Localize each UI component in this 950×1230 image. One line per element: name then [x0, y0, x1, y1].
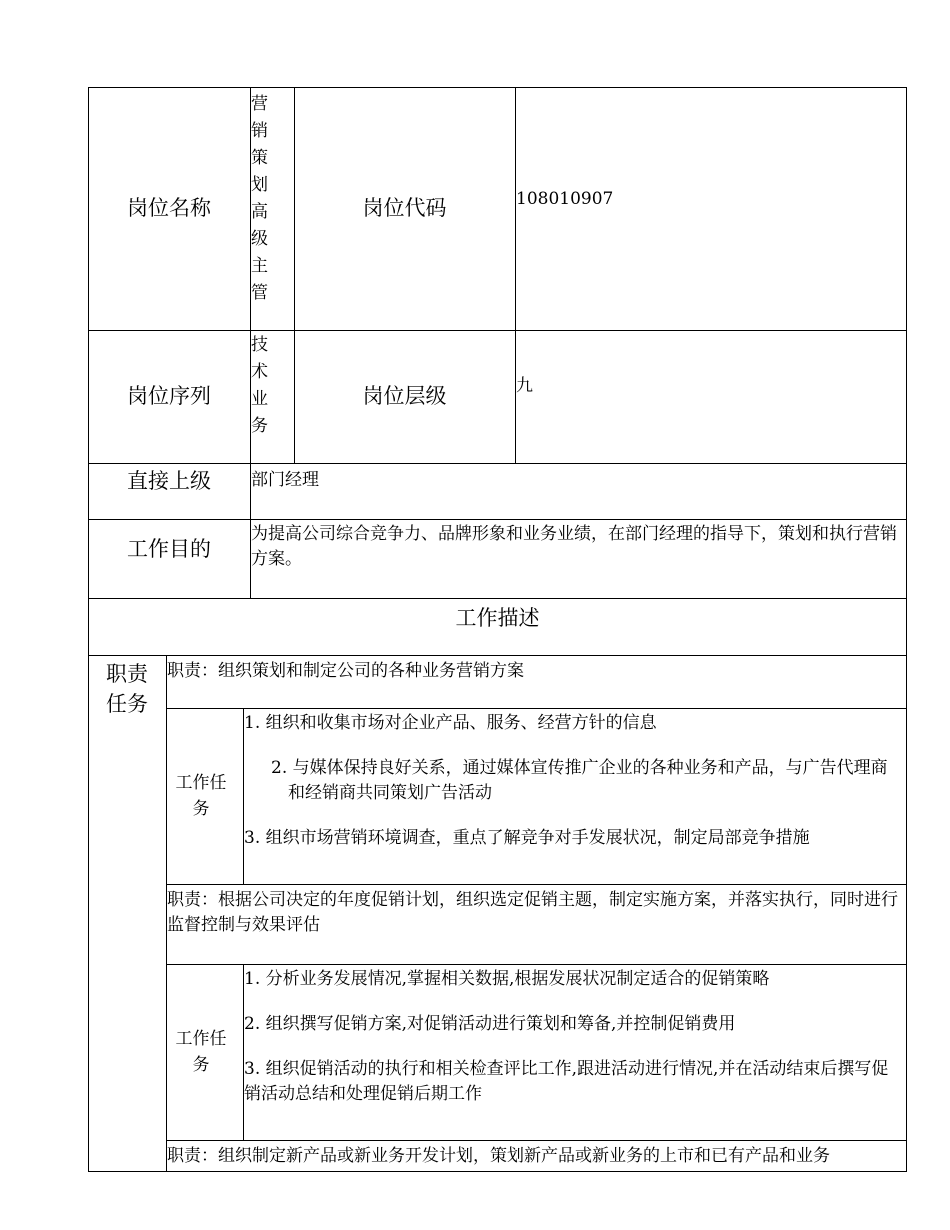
superior-label: 直接上级: [127, 468, 211, 493]
level-label: 岗位层级: [362, 384, 447, 408]
task-label-1: 工作任务: [175, 773, 227, 819]
sequence-label: 岗位序列: [127, 384, 211, 408]
duty-3: 职责：组织制定新产品或新业务开发计划，策划新产品或新业务的上市和已有产品和业务: [167, 1146, 830, 1166]
task-item: 2. 组织撰写促销方案,对促销活动进行策划和筹备,并控制促销费用: [244, 1014, 736, 1034]
position-name-label: 岗位名称: [127, 196, 211, 220]
task-item: 3. 组织市场营销环境调查，重点了解竞争对手发展状况，制定局部竞争措施: [244, 828, 810, 848]
duty-2: 职责：根据公司决定的年度促销计划，组织选定促销主题，制定实施方案，并落实执行，同时进行监督控制与效果评估: [167, 890, 898, 935]
duty-1: 职责：组织策划和制定公司的各种业务营销方案: [167, 661, 524, 681]
position-code-label: 岗位代码: [362, 196, 447, 220]
description-title: 工作描述: [455, 605, 540, 630]
task-label-2: 工作任务: [175, 1029, 227, 1075]
purpose-label: 工作目的: [127, 536, 211, 561]
level-value: 九: [516, 376, 533, 396]
position-name-value: 营销策划高级主管: [251, 94, 268, 303]
task-item: 1. 组织和收集市场对企业产品、服务、经营方针的信息: [244, 713, 657, 733]
purpose-value: 为提高公司综合竞争力、品牌形象和业务业绩，在部门经理的指导下，策划和执行营销方案。: [251, 524, 897, 569]
task-item: 1. 分析业务发展情况,掌握相关数据,根据发展状况制定适合的促销策略: [244, 969, 770, 989]
task-item: 3. 组织促销活动的执行和相关检查评比工作,跟进活动进行情况,并在活动结束后撰写促销活动总结和处理促销后期工作: [244, 1059, 889, 1104]
task-item: 2. 与媒体保持良好关系，通过媒体宣传推广企业的各种业务和产品，与广告代理商和经销商共同策划广告活动: [271, 758, 888, 803]
position-code-value: 108010907: [516, 189, 614, 209]
superior-value: 部门经理: [251, 470, 319, 490]
task-list-1: [243, 711, 907, 871]
duties-label: 职责任务: [106, 662, 148, 716]
sequence-value: 技术业务: [251, 335, 268, 436]
task-list-2: [243, 967, 907, 1127]
